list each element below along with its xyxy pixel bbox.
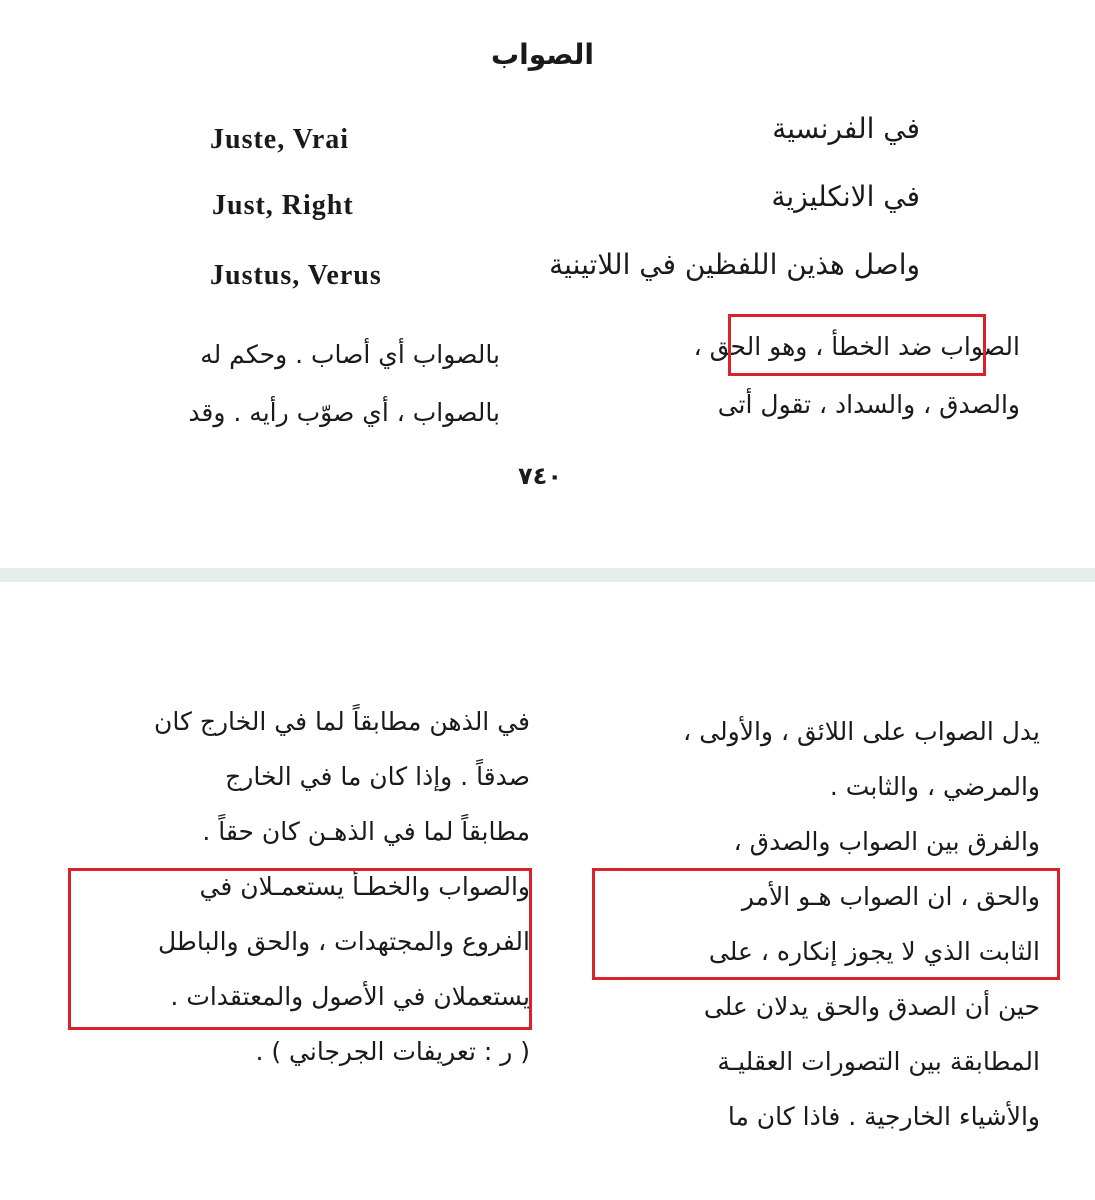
text-line: والمرضي ، والثابت .: [829, 772, 1040, 801]
lang-row-latin-french: Juste, Vrai: [210, 124, 350, 155]
text-line: بالصواب أي أصاب . وحكم له: [200, 340, 500, 369]
text-line: يدل الصواب على اللائق ، والأولى ،: [683, 717, 1040, 746]
text-line: الفروع والمجتهدات ، والحق والباطل: [158, 927, 530, 956]
highlight-box: [728, 314, 986, 376]
page-number: ٧٤٠: [518, 462, 562, 490]
citation: ( ر : تعريفات الجرجاني ) .: [255, 1037, 530, 1066]
text-line: والصواب والخطـأ يستعمـلان في: [199, 872, 530, 901]
lang-row-arabic-latin: واصل هذين اللفظين في اللاتينية: [549, 248, 920, 281]
text-line: في الذهن مطابقاً لما في الخارج كان: [154, 707, 530, 736]
text-line: صدقاً . وإذا كان ما في الخارج: [225, 762, 530, 791]
text-line: المطابقة بين التصورات العقليـة: [717, 1047, 1040, 1076]
page-bottom: [0, 582, 1095, 1200]
text-line: والفرق بين الصواب والصدق ،: [733, 827, 1040, 856]
lang-row-arabic-french: في الفرنسية: [772, 112, 920, 145]
page-top: [0, 0, 1095, 568]
text-line: والصدق ، والسداد ، تقول أتى: [717, 390, 1020, 419]
text-line: والحق ، ان الصواب هـو الأمر: [741, 882, 1040, 911]
text-line: الصواب ضد الخطأ ، وهو الحق ،: [693, 332, 1020, 361]
lang-row-latin-latin: Justus, Verus: [210, 260, 382, 291]
entry-title: الصواب: [491, 38, 594, 71]
lang-row-latin-english: Just, Right: [212, 190, 354, 221]
text-line: مطابقاً لما في الذهـن كان حقاً .: [202, 817, 530, 846]
highlight-box: [592, 868, 1060, 980]
highlight-box: [68, 868, 532, 1030]
lang-row-arabic-english: في الانكليزية: [771, 180, 920, 213]
text-line: يستعملان في الأصول والمعتقدات .: [170, 982, 530, 1011]
text-line: بالصواب ، أي صوّب رأيه . وقد: [188, 398, 500, 427]
text-line: الثابت الذي لا يجوز إنكاره ، على: [708, 937, 1040, 966]
text-line: حين أن الصدق والحق يدلان على: [703, 992, 1040, 1021]
page-separator: [0, 568, 1095, 582]
text-line: والأشياء الخارجية . فاذا كان ما: [727, 1102, 1040, 1131]
